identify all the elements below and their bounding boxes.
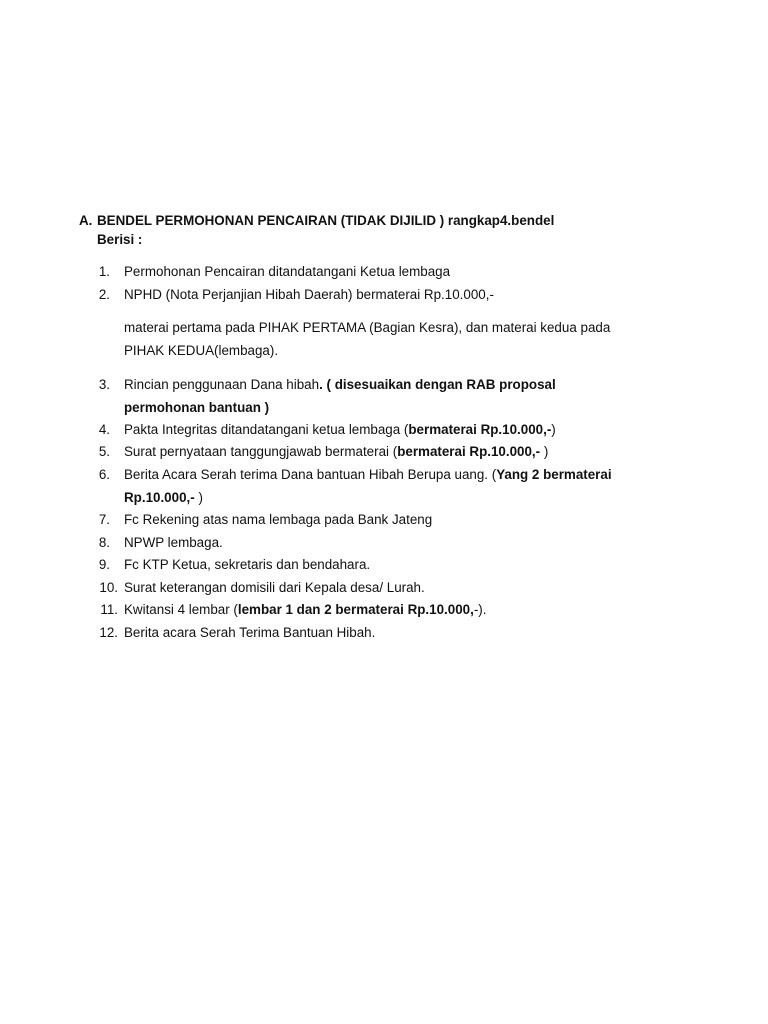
list-item-plain: )	[551, 422, 556, 437]
list-item-number: 11.	[100, 602, 118, 617]
list-item-text: Fc KTP Ketua, sekretaris dan bendahara.	[124, 557, 371, 572]
list-item-text: NPHD (Nota Perjanjian Hibah Daerah) bermaterai Rp.10.000,-	[124, 287, 494, 302]
list-item-bold: bermaterai Rp.10.000,-	[408, 422, 552, 437]
list-item-number: 6.	[98, 467, 110, 482]
list-item-plain: )	[194, 490, 203, 505]
list-item-number: 1.	[98, 264, 110, 279]
list-item-note: materai pertama pada PIHAK PERTAMA (Bagian Kesra), dan materai kedua pada	[124, 320, 611, 335]
list-item-number: 3.	[98, 377, 110, 392]
list-item-text: Permohonan Pencairan ditandatangani Ketua lembaga	[124, 264, 451, 279]
list-item-plain: )	[540, 444, 549, 459]
list-item-text: Berita acara Serah Terima Bantuan Hibah.	[124, 625, 376, 640]
list-item-number: 10.	[99, 580, 118, 595]
list-item-bold: permohonan bantuan )	[124, 400, 270, 415]
list-item-plain: Berita Acara Serah terima Dana bantuan Hibah Berupa uang. (	[124, 467, 497, 482]
list-item-note: PIHAK KEDUA(lembaga).	[124, 343, 279, 358]
list-item-text	[124, 443, 548, 461]
list-item-plain: Pakta Integritas ditandatangani ketua lembaga (	[124, 422, 409, 437]
list-item-text: NPWP lembaga.	[124, 535, 223, 550]
list-item-bold: lembar 1 dan 2 bermaterai Rp.10.000,	[237, 602, 474, 617]
list-item-bold: . ( disesuaikan dengan RAB proposal	[319, 377, 556, 392]
list-item-bold: Yang 2 bermaterai	[496, 467, 612, 482]
list-item-number: 7.	[98, 512, 110, 527]
list-item-plain: Surat pernyataan tanggungjawab bermaterai (	[124, 444, 398, 459]
list-item-text	[124, 489, 203, 507]
list-item-text	[124, 421, 556, 439]
list-item-number: 12.	[99, 625, 118, 640]
list-item-plain: Rincian penggunaan Dana hibah	[124, 377, 320, 392]
list-item-number: 9.	[98, 557, 110, 572]
list-item-text: Fc Rekening atas nama lembaga pada Bank Jateng	[124, 512, 433, 527]
list-item-plain: Kwitansi 4 lembar (	[124, 602, 238, 617]
list-item-number: 4.	[98, 422, 110, 437]
list-item-number: 8.	[98, 535, 110, 550]
section-heading: BENDEL PERMOHONAN PENCAIRAN (TIDAK DIJILID ) rangkap4.bendel	[97, 213, 555, 228]
list-item-bold: bermaterai Rp.10.000,-	[397, 444, 541, 459]
list-item-number: 2.	[98, 287, 110, 302]
section-subheading: Berisi :	[97, 232, 143, 247]
list-item-number: 5.	[98, 444, 110, 459]
list-item-text	[124, 466, 612, 484]
section-letter: A.	[79, 213, 93, 228]
list-item-text: Surat keterangan domisili dari Kepala desa/ Lurah.	[124, 580, 425, 595]
list-item-bold: Rp.10.000,-	[124, 490, 195, 505]
list-item-text	[124, 376, 556, 394]
list-item-plain: -).	[473, 602, 487, 617]
list-item-text	[124, 601, 486, 619]
